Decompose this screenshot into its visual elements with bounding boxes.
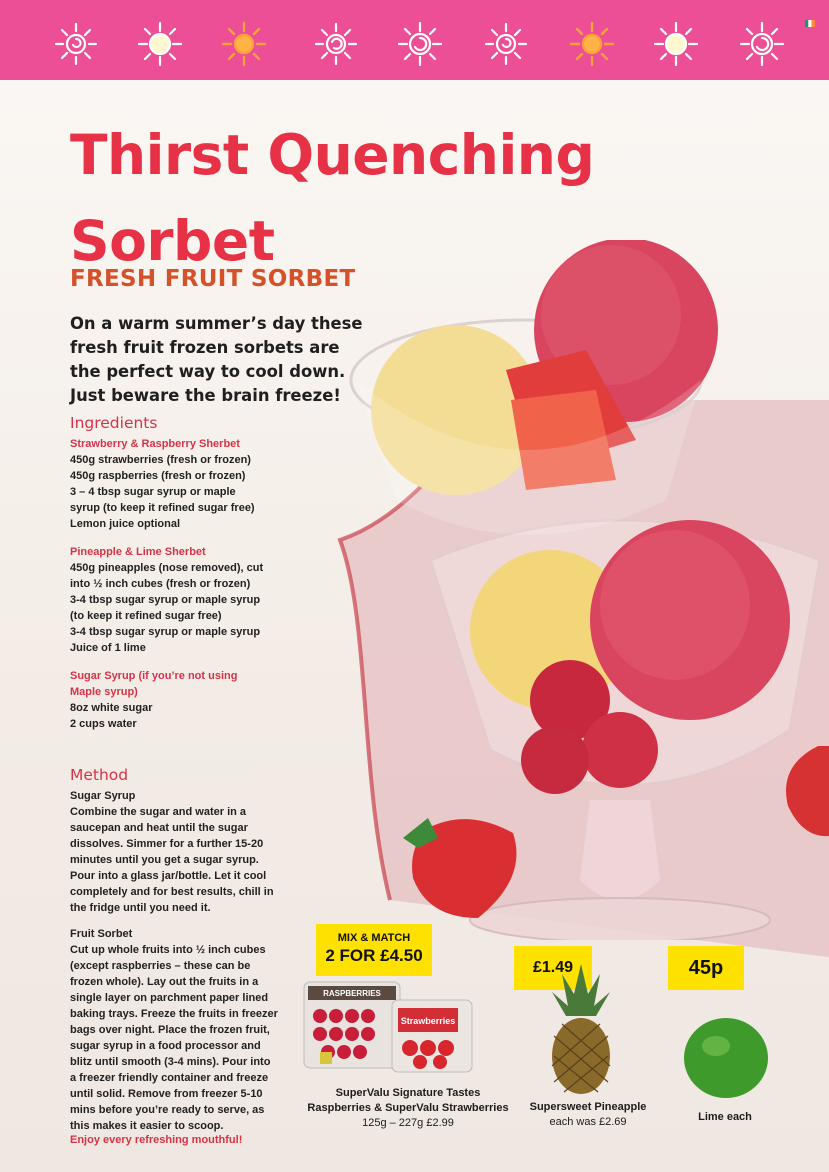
tag-line: MIX & MATCH (337, 932, 411, 944)
ingredient-line: 450g pineapples (nose removed), cut (70, 562, 264, 574)
ingredient-line: Lemon juice optional (70, 518, 181, 530)
method-line: sugar syrup in a food processor and (70, 1040, 261, 1052)
method-line: dissolves. Simmer for a further 15-20 (70, 838, 264, 850)
ingredient-group-title: Strawberry & Raspberry Sherbet (70, 438, 240, 450)
price-tag: 45p (668, 946, 744, 990)
caption-price: each was £2.69 (549, 1116, 627, 1128)
caption-line: SuperValu Signature Tastes (335, 1087, 481, 1099)
product-caption (298, 1086, 518, 1131)
ingredient-line: 3-4 tbsp sugar syrup or maple syrup (70, 626, 261, 638)
intro-text: On a warm summer’s day these fresh fruit frozen sorbets are the perfect way to cool down. Just beware the brain freeze! (70, 314, 363, 405)
method-line: baking trays. Freeze the fruits in freezer (70, 1008, 278, 1020)
pack-label: RASPBERRIES (323, 989, 381, 998)
method-line: blitz until smooth (3-4 mins). Pour into (70, 1056, 271, 1068)
pack-label: Strawberries (400, 1016, 456, 1026)
strawberry-image (398, 808, 528, 926)
price-tag: £1.49 (514, 946, 592, 990)
ingredients-heading: Ingredients (70, 414, 158, 432)
ingredient-line: 2 cups water (70, 718, 137, 730)
strawberry-image (778, 746, 829, 838)
pineapple-image (548, 964, 614, 1094)
caption-line: Supersweet Pineapple (529, 1101, 647, 1113)
ingredient-line: Juice of 1 lime (70, 642, 146, 654)
page-title: Thirst Quenching Sorbet (70, 123, 595, 273)
method-step-title: Sugar Syrup (70, 790, 136, 802)
ingredient-group (70, 544, 300, 656)
ingredient-group (70, 668, 245, 732)
ingredient-line: 3 – 4 tbsp sugar syrup or maple (70, 486, 236, 498)
ingredient-group-title: Pineapple & Lime Sherbet (70, 546, 206, 558)
method-section (70, 766, 310, 1146)
method-line: a freezer friendly container and freeze (70, 1072, 269, 1084)
ingredient-line: syrup (to keep it refined sugar free) (70, 502, 255, 514)
ingredient-group (70, 436, 300, 532)
method-ending: Enjoy every refreshing mouthful! (70, 1134, 243, 1146)
sun-icon (312, 20, 360, 68)
sun-icon (738, 20, 786, 68)
method-line: saucepan and heat until the sugar (70, 822, 248, 834)
sun-icon (652, 20, 700, 68)
method-line: until solid. Remove from freezer 5-10 (70, 1088, 263, 1100)
method-line: mins before you’re ready to serve, as (70, 1104, 265, 1116)
price-tag (316, 924, 432, 976)
berry-packs-image (300, 976, 480, 1076)
ingredient-line: 3-4 tbsp sugar syrup or maple syrup (70, 594, 261, 606)
caption-price: 125g – 227g £2.99 (362, 1117, 454, 1129)
ingredient-line: 450g strawberries (fresh or frozen) (70, 454, 251, 466)
caption-line: Lime each (698, 1111, 752, 1123)
sun-icon (396, 20, 444, 68)
method-step (70, 926, 310, 1134)
method-line: (except raspberries – these can be (70, 960, 251, 972)
tag-price: 2 FOR £4.50 (325, 946, 423, 965)
method-line: Combine the sugar and water in a (70, 806, 247, 818)
ingredient-line: 450g raspberries (fresh or frozen) (70, 470, 246, 482)
product-caption (518, 1100, 658, 1130)
method-line: Pour into a glass jar/bottle. Let it cool (70, 870, 267, 882)
ingredients-section (70, 414, 300, 732)
page-subtitle: FRESH FRUIT SORBET (70, 266, 356, 292)
method-line: frozen whole). Lay out the fruits in a (70, 976, 259, 988)
sun-icon (568, 20, 616, 68)
sun-icon (220, 20, 268, 68)
sun-icon (136, 20, 184, 68)
method-line: minutes until you get a sugar syrup. (70, 854, 259, 866)
method-line: single layer on parchment paper lined (70, 992, 269, 1004)
ingredient-line: into ½ inch cubes (fresh or frozen) (70, 578, 251, 590)
sun-icon (482, 20, 530, 68)
method-line: bags over night. Place the frozen fruit, (70, 1024, 270, 1036)
caption-line: Raspberries & SuperValu Strawberries (307, 1102, 509, 1114)
method-step (70, 788, 310, 916)
flag-icon (805, 20, 815, 27)
header-band (0, 0, 829, 80)
method-step-title: Fruit Sorbet (70, 928, 133, 940)
method-line: the fridge until you need it. (70, 902, 211, 914)
method-line: this makes it easier to scoop. (70, 1120, 224, 1132)
method-heading: Method (70, 766, 129, 784)
ingredient-group-title: Sugar Syrup (if you’re not using Maple syrup) (70, 670, 238, 698)
lime-image (682, 1016, 770, 1100)
ingredient-line: 8oz white sugar (70, 702, 153, 714)
method-line: completely and for best results, chill in (70, 886, 274, 898)
product-caption (680, 1110, 770, 1125)
ingredient-line: (to keep it refined sugar free) (70, 610, 222, 622)
method-line: Cut up whole fruits into ½ inch cubes (70, 944, 266, 956)
sun-icon (52, 20, 100, 68)
